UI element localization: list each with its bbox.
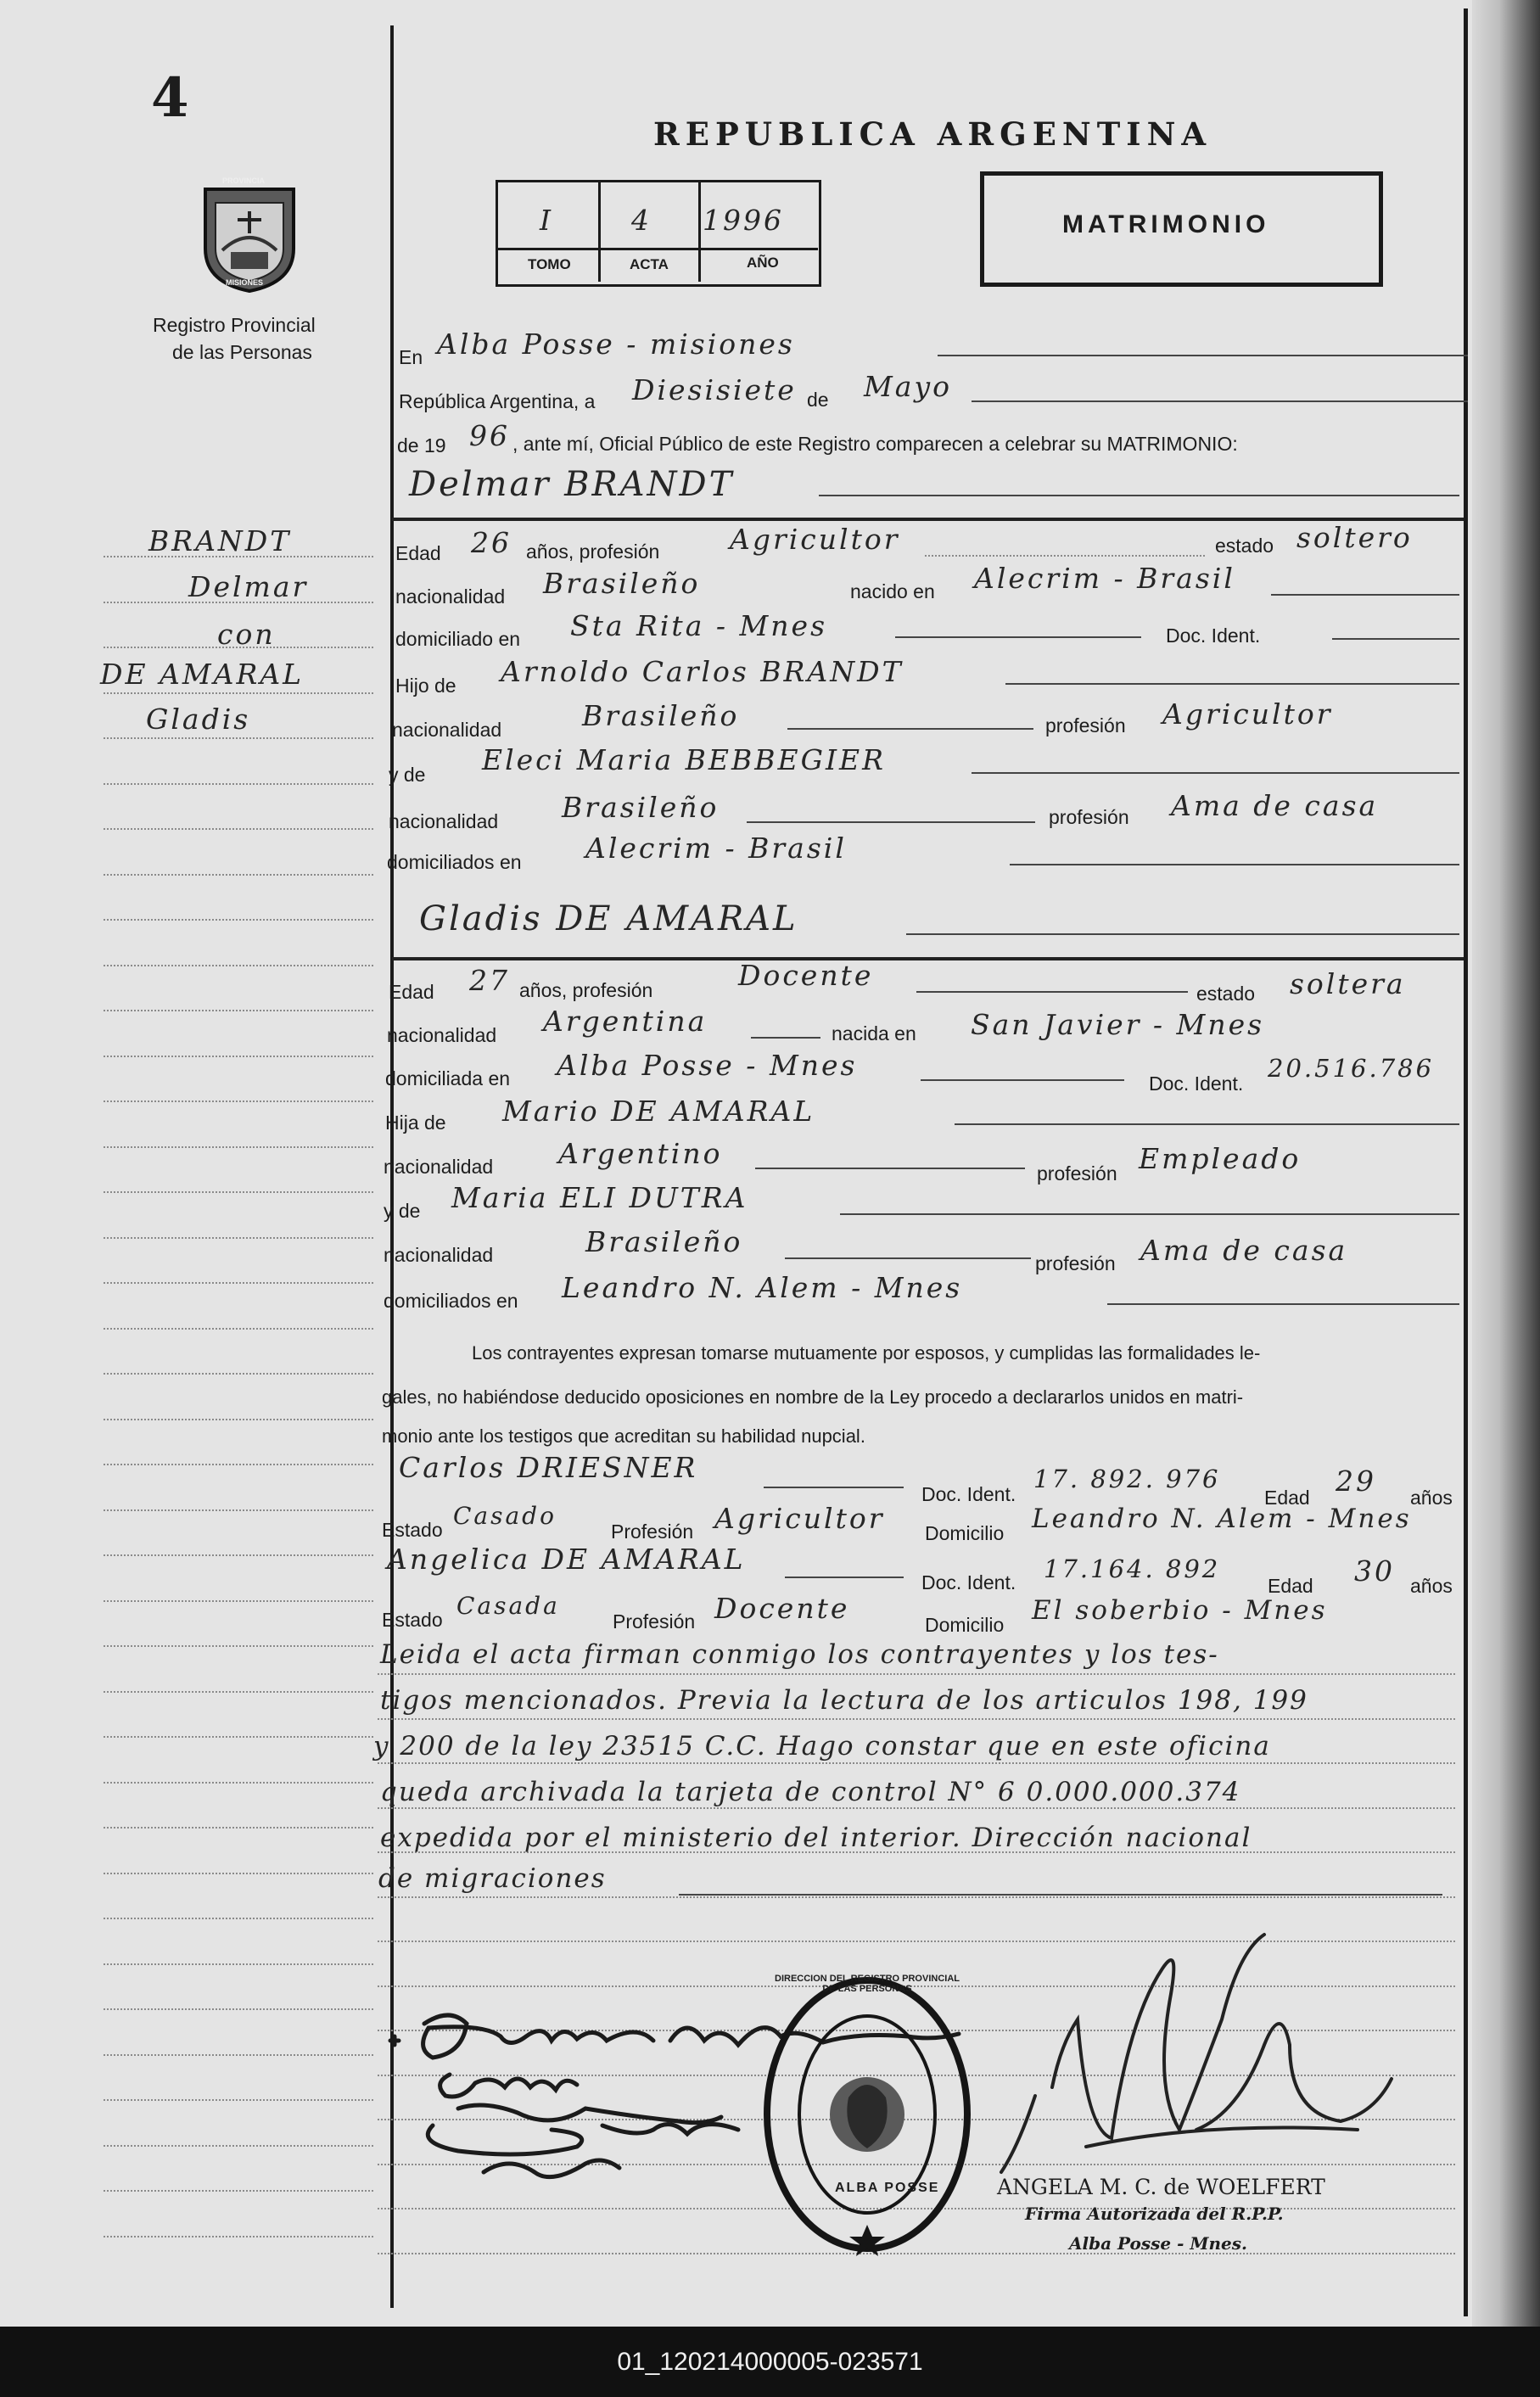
- witness1-dom-label: Domicilio: [925, 1522, 1005, 1544]
- margin-ruled-line: [104, 965, 373, 966]
- blank-line: [840, 1213, 1459, 1215]
- record-type: MATRIMONIO: [1062, 210, 1270, 238]
- blank-line: [1010, 864, 1459, 865]
- blank-line: [1005, 683, 1459, 685]
- groom-mother-nat-label: nacionalidad: [389, 810, 499, 832]
- witness1-domicile: Leandro N. Alem - Mnes: [1032, 1504, 1412, 1534]
- place: Alba Posse - misiones: [437, 328, 795, 361]
- groom-father-label: Hijo de: [395, 675, 456, 697]
- margin-ruled-line: [104, 1419, 373, 1420]
- margin-ruled-line: [104, 919, 373, 921]
- margin-ruled-line: [104, 1146, 373, 1148]
- registry-line1: Registro Provincial: [153, 314, 316, 336]
- groom-father-nat-label: nacionalidad: [392, 719, 502, 741]
- margin-note-5: Gladis: [146, 703, 251, 736]
- groom-profesion-label: años, profesión: [526, 540, 660, 563]
- republica-label: República Argentina, a: [399, 390, 596, 412]
- stamp-ring-text: DIRECCION DEL REGISTRO PROVINCIAL DE LAS PERSONAS: [775, 1974, 960, 1994]
- blank-line: [747, 821, 1035, 823]
- groom-parents-domicile: Alecrim - Brasil: [585, 832, 847, 865]
- bride-dom-label: domiciliada en: [385, 1067, 511, 1089]
- country-header: REPUBLICA ARGENTINA: [653, 115, 1212, 153]
- groom-father-prof-label: profesión: [1045, 714, 1126, 736]
- witness2-prof-label: Profesión: [613, 1610, 696, 1633]
- margin-ruled-line: [104, 737, 373, 739]
- bride-doc: 20.516.786: [1268, 1054, 1435, 1083]
- ano-label: AÑO: [747, 255, 779, 271]
- official-signature: [984, 1918, 1408, 2198]
- groom-parents-dom-label: domiciliados en: [387, 851, 522, 873]
- witness2-domicile: El soberbio - Mnes: [1032, 1595, 1328, 1626]
- groom-dom-label: domiciliado en: [395, 628, 521, 650]
- margin-ruled-line: [104, 1782, 373, 1784]
- witness2-age: 30: [1354, 1554, 1395, 1588]
- witness2-profession: Docente: [714, 1592, 850, 1625]
- margin-ruled-line: [104, 2236, 373, 2237]
- bride-father-nationality: Argentino: [558, 1137, 723, 1170]
- note-line-1: Leida el acta firman conmigo los contrayentes y los tes-: [380, 1639, 1219, 1670]
- tomo-label: TOMO: [528, 256, 571, 272]
- fill-line: [925, 555, 1205, 557]
- groom-edad-label: Edad: [395, 542, 441, 564]
- margin-ruled-line: [104, 1554, 373, 1556]
- en-label: En: [399, 346, 423, 368]
- bride-estado: soltera: [1290, 967, 1406, 1000]
- bride-nationality: Argentina: [543, 1005, 708, 1038]
- bride-age: 27: [469, 964, 510, 997]
- groom-domicile: Sta Rita - Mnes: [570, 609, 828, 642]
- bride-father: Mario DE AMARAL: [502, 1095, 815, 1128]
- bride-mother-nationality: Brasileño: [585, 1225, 743, 1258]
- margin-note-1: BRANDT: [148, 524, 292, 557]
- groom-father-profession: Agricultor: [1162, 697, 1333, 731]
- acta-value: 4: [631, 204, 652, 237]
- margin-ruled-line: [104, 783, 373, 785]
- blank-line: [751, 1037, 820, 1039]
- margin-ruled-line: [104, 1645, 373, 1647]
- stamp-center-text: ALBA POSSE: [835, 2181, 940, 2195]
- bride-father-profession: Empleado: [1139, 1142, 1302, 1175]
- year-suffix: 96: [469, 419, 510, 452]
- blank-line: [1107, 1303, 1459, 1305]
- notes-ruled-line: [378, 1807, 1455, 1809]
- crest-bottom-text: MISIONES: [226, 278, 264, 287]
- blank-line: [679, 1894, 1442, 1896]
- bride-father-nat-label: nacionalidad: [384, 1156, 494, 1178]
- margin-ruled-line: [104, 1010, 373, 1011]
- blank-line: [785, 1257, 1031, 1259]
- bride-nacida-label: nacida en: [832, 1022, 916, 1044]
- witness2-anos-label: años: [1410, 1575, 1453, 1597]
- notes-ruled-line: [378, 1718, 1455, 1720]
- bride-birthplace: San Javier - Mnes: [971, 1008, 1265, 1041]
- witness2-name: Angelica DE AMARAL: [387, 1543, 746, 1576]
- margin-ruled-line: [104, 1827, 373, 1829]
- blank-line: [755, 1168, 1025, 1169]
- witness1-age: 29: [1336, 1465, 1376, 1498]
- blank-line: [972, 400, 1468, 402]
- note-line-2: tigos mencionados. Previa la lectura de los articulos 198, 199: [380, 1685, 1308, 1716]
- margin-ruled-line: [104, 1509, 373, 1511]
- witness1-doc-label: Doc. Ident.: [921, 1483, 1016, 1505]
- blank-line: [819, 495, 1459, 496]
- margin-ruled-line: [104, 2099, 373, 2101]
- blank-line: [1271, 594, 1459, 596]
- official-stamp: [760, 1970, 974, 2257]
- ano-value: 1996: [703, 204, 784, 237]
- blank-line: [895, 636, 1141, 638]
- declaration-line1: Los contrayentes expresan tomarse mutuamente por esposos, y cumplidas las formalidades le-: [472, 1342, 1261, 1364]
- margin-ruled-line: [104, 2145, 373, 2147]
- groom-father: Arnoldo Carlos BRANDT: [501, 655, 904, 688]
- blank-line: [916, 991, 1188, 993]
- groom-nacido-label: nacido en: [850, 580, 935, 602]
- groom-age: 26: [471, 526, 512, 559]
- bride-estado-label: estado: [1196, 983, 1256, 1005]
- groom-nationality: Brasileño: [543, 567, 701, 600]
- witness1-estado: Casado: [453, 1502, 557, 1530]
- groom-name: Delmar BRANDT: [409, 465, 735, 504]
- record-box-label-rule: [497, 248, 818, 250]
- notes-ruled-line: [378, 1896, 1455, 1898]
- bride-nat-label: nacionalidad: [387, 1024, 497, 1046]
- witness2-doc-label: Doc. Ident.: [921, 1571, 1016, 1593]
- witness2-edad-label: Edad: [1268, 1575, 1313, 1597]
- groom-estado: soltero: [1296, 521, 1413, 554]
- margin-ruled-line: [104, 1464, 373, 1465]
- groom-estado-label: estado: [1215, 535, 1274, 557]
- province-crest: [197, 174, 302, 293]
- bride-parents-dom-label: domiciliados en: [384, 1290, 518, 1312]
- groom-father-nationality: Brasileño: [582, 699, 740, 732]
- margin-note-3: con: [217, 618, 276, 651]
- margin-ruled-line: [104, 828, 373, 830]
- bride-mother-label: y de: [384, 1200, 421, 1222]
- margin-ruled-line: [104, 2054, 373, 2056]
- margin-ruled-line: [104, 2008, 373, 2010]
- groom-profession: Agricultor: [730, 523, 900, 556]
- month: Mayo: [864, 370, 952, 403]
- blank-line: [787, 728, 1033, 730]
- bride-parents-domicile: Leandro N. Alem - Mnes: [562, 1271, 963, 1304]
- blank-line: [955, 1123, 1459, 1125]
- witness1-edad-label: Edad: [1264, 1487, 1310, 1509]
- groom-birthplace: Alecrim - Brasil: [974, 562, 1235, 595]
- blank-line: [938, 355, 1468, 356]
- bride-profesion-label: años, profesión: [519, 979, 653, 1001]
- note-line-6: de migraciones: [378, 1863, 607, 1894]
- bride-domicile: Alba Posse - Mnes: [557, 1049, 858, 1082]
- bride-mother-prof-label: profesión: [1035, 1252, 1116, 1274]
- acta-label: ACTA: [630, 256, 669, 272]
- margin-ruled-line: [104, 1191, 373, 1193]
- witness1-anos-label: años: [1410, 1487, 1453, 1509]
- note-line-4: queda archivada la tarjeta de control N° 6 0.000.000.374: [380, 1777, 1241, 1807]
- margin-ruled-line: [104, 692, 373, 694]
- witness2-estado-label: Estado: [382, 1609, 443, 1631]
- notes-ruled-line: [378, 1673, 1455, 1675]
- margin-ruled-line: [104, 2190, 373, 2192]
- groom-mother-label: y de: [389, 764, 426, 786]
- margin-ruled-line: [104, 1736, 373, 1738]
- official-name: ANGELA M. C. de WOELFERT: [997, 2175, 1325, 2199]
- crest-top-text: PROVINCIA: [222, 176, 266, 185]
- groom-mother: Eleci Maria BEBBEGIER: [482, 743, 886, 776]
- margin-note-2: Delmar: [188, 570, 309, 603]
- margin-ruled-line: [104, 1328, 373, 1330]
- bride-father-label: Hija de: [385, 1112, 446, 1134]
- witness1-prof-label: Profesión: [611, 1521, 694, 1543]
- margin-ruled-line: [104, 1600, 373, 1602]
- margin-ruled-line: [104, 1873, 373, 1874]
- declaration-line3: monio ante los testigos que acreditan su habilidad nupcial.: [382, 1425, 865, 1447]
- official-title: Firma Autorizada del R.P.P.: [1025, 2204, 1284, 2224]
- intro-statement: , ante mí, Oficial Público de este Registro comparecen a celebrar su MATRIMONIO:: [512, 433, 1238, 455]
- groom-mother-prof-label: profesión: [1049, 806, 1129, 828]
- groom-doc-label: Doc. Ident.: [1166, 624, 1261, 647]
- bride-name: Gladis DE AMARAL: [419, 899, 798, 938]
- note-line-3: y 200 de la ley 23515 C.C. Hago constar que en este oficina: [373, 1731, 1271, 1761]
- witness1-estado-label: Estado: [382, 1519, 443, 1541]
- groom-nat-label: nacionalidad: [395, 585, 506, 608]
- bride-mother-nat-label: nacionalidad: [384, 1244, 494, 1266]
- margin-ruled-line: [104, 1691, 373, 1693]
- margin-ruled-line: [104, 1282, 373, 1284]
- bride-doc-label: Doc. Ident.: [1149, 1072, 1244, 1095]
- day: Diesisiete: [632, 373, 797, 406]
- registry-line2: de las Personas: [172, 341, 312, 363]
- margin-ruled-line: [104, 1918, 373, 1919]
- page-number: 4: [151, 66, 189, 130]
- note-line-5: expedida por el ministerio del interior. Dirección nacional: [380, 1823, 1252, 1853]
- witness2-estado: Casada: [456, 1592, 560, 1620]
- witness2-doc: 17.164. 892: [1044, 1554, 1221, 1583]
- official-location: Alba Posse - Mnes.: [1069, 2233, 1247, 2254]
- margin-ruled-line: [104, 1100, 373, 1102]
- groom-mother-nationality: Brasileño: [562, 791, 720, 824]
- margin-ruled-line: [104, 1056, 373, 1057]
- witness1-name: Carlos DRIESNER: [399, 1451, 698, 1484]
- record-box-divider: [698, 182, 701, 282]
- groom-mother-profession: Ama de casa: [1171, 789, 1379, 822]
- blank-line: [1332, 638, 1459, 640]
- section-divider: [392, 957, 1464, 960]
- bride-profession: Docente: [738, 959, 874, 992]
- record-box-divider: [598, 182, 601, 282]
- declaration-line2: gales, no habiéndose deducido oposiciones en nombre de la Ley procedo a declararlos unidos en matri-: [382, 1386, 1244, 1408]
- de-label: de: [807, 389, 829, 411]
- blank-line: [972, 772, 1459, 774]
- blank-line: [921, 1079, 1124, 1081]
- margin-note-4: DE AMARAL: [100, 658, 305, 691]
- bride-mother: Maria ELI DUTRA: [451, 1181, 748, 1214]
- year-prefix: de 19: [397, 434, 446, 456]
- witness1-profession: Agricultor: [714, 1502, 885, 1535]
- blank-line: [785, 1577, 904, 1578]
- scan-id-footer: 01_120214000005-023571: [0, 2327, 1540, 2397]
- margin-ruled-line: [104, 1237, 373, 1239]
- witness1-doc: 17. 892. 976: [1033, 1465, 1221, 1493]
- margin-ruled-line: [104, 1963, 373, 1965]
- blank-line: [764, 1487, 904, 1488]
- bride-edad-label: Edad: [389, 981, 434, 1003]
- blank-line: [906, 933, 1459, 935]
- bride-mother-profession: Ama de casa: [1140, 1234, 1348, 1267]
- notes-ruled-line: [378, 1762, 1455, 1764]
- tomo-value: I: [540, 204, 554, 237]
- margin-ruled-line: [104, 1373, 373, 1375]
- margin-ruled-line: [104, 874, 373, 876]
- book-edge: [1472, 0, 1540, 2327]
- witness2-dom-label: Domicilio: [925, 1614, 1005, 1636]
- bride-father-prof-label: profesión: [1037, 1162, 1117, 1184]
